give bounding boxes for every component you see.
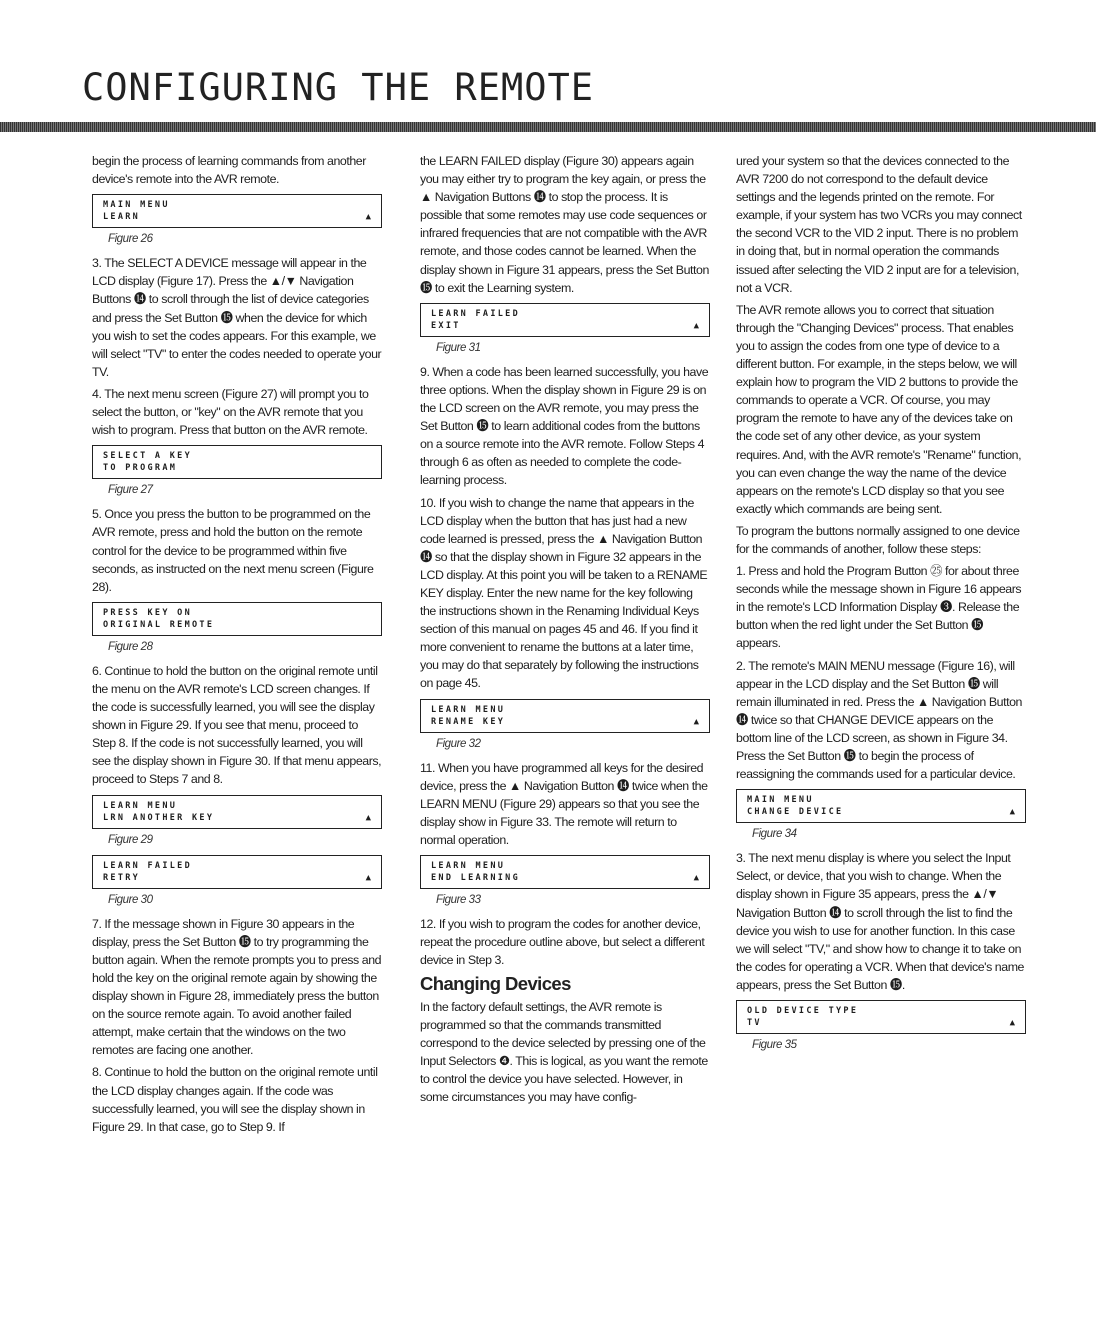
lcd-line-2: LEARN xyxy=(103,212,141,223)
intro-text: begin the process of learning commands from another device's remote into the AVR remote. xyxy=(92,154,366,187)
figure-caption: Figure 33 xyxy=(436,894,481,907)
lcd-figure-28 xyxy=(92,602,382,636)
up-arrow-icon: ▲ xyxy=(1009,1018,1015,1029)
lcd-line-2: EXIT xyxy=(431,320,461,331)
lcd-line-2: CHANGE DEVICE xyxy=(747,807,844,818)
step-7: 7. If the message shown in Figure 30 appears in the display, press the Set Button ⓯ to try programming the button again. When the remote prompts you to press and hold the key on the original remote again by showing the display shown in Figure 28, immediately press the button on the source remote again. To avoid another failed attempt, make certain that the windows on the two remotes are facing one another. xyxy=(92,916,382,1058)
lcd-line-1: MAIN MENU xyxy=(103,200,170,211)
step-8: 8. Continue to hold the button on the original remote until the LCD display changes again. If the code was successfully learned, you will see the display shown in Figure 29. In that case, go to Step 9. If xyxy=(92,1065,378,1134)
lcd-figure-27 xyxy=(92,445,382,479)
figure-caption: Figure 34 xyxy=(752,828,797,841)
paragraph: The AVR remote allows you to correct that situation through the "Changing Devices" process. That enables you to assign the codes from one type of device to a different button. For example, in the steps below, we will explain how to program the VID 2 buttons to provide the commands to operate a VCR. Of course, you may program the remote to have any of the devices take on the code set of any other device, as your system requires. And, with the AVR remote's "Rename" function, you can even change the way the name of the device appears on the remote's LCD display so that you see exactly which commands are being sent. xyxy=(736,302,1022,516)
step-1: 1. Press and hold the Program Button ㉕ for about three seconds while the message shown in Figure 16 appears in the remote's LCD Information Display ❸. Release the button when the red light under the Set Button ⓯ appears. xyxy=(736,564,1022,651)
up-arrow-icon: ▲ xyxy=(1009,807,1015,818)
header-rule xyxy=(0,122,1096,132)
lcd-figure-35 xyxy=(736,1000,1026,1034)
lcd-figure-30 xyxy=(92,855,382,889)
figure-caption: Figure 29 xyxy=(108,833,153,846)
up-arrow-icon: ▲ xyxy=(365,812,371,823)
up-arrow-icon: ▲ xyxy=(365,212,371,223)
step-3: 3. The SELECT A DEVICE message will appear in the LCD display (Figure 17). Press the ▲/▼ Navigation Buttons ⓮ to scroll through the list of device categories and press the Set Button ⓯ when the device for which you wish to set the codes appears. For this example, we will select "TV" to enter the codes needed to operate your TV. xyxy=(92,256,382,379)
step-6: 6. Continue to hold the button on the original remote until the menu on the AVR remote's LCD screen changes. If the code is successfully learned, you will see the display shown in Figure 29. If you see that menu, proceed to Step 8. If the code is not successfully learned, you will see the display shown in Figure 30. If that menu appears, proceed to Steps 7 and 8. xyxy=(92,663,382,787)
step-3: 3. The next menu display is where you select the Input Select, or device, that you wish to change. When the display shown in Figure 35 appears, press the ▲/▼ Navigation Button ⓮ to scroll through the list to find the device you wish to use for another function. In this case we will select "TV," and show how to change it to take on the codes for operating a VCR. When that device's name appears, press the Set Button ⓯. xyxy=(736,851,1025,992)
lcd-figure-34 xyxy=(736,789,1026,823)
lcd-figure-31 xyxy=(420,303,710,337)
step-11: 11. When you have programmed all keys for the desired device, press the ▲ Navigation Button ⓮ twice when the LEARN MENU (Figure 29) appears so that you see the display show in Figure 33. The remote will return to normal operation. xyxy=(420,760,708,847)
changing-devices-text: In the factory default settings, the AVR remote is programmed so that the commands transmitted correspond to the device selected by pressing one of the Input Selectors ❹. This is logical, as you want the remote to control the device you have selected. However, in some circumstances you may have config- xyxy=(420,999,708,1105)
lcd-line-2: TO PROGRAM xyxy=(103,463,178,474)
lcd-line-1: LEARN MENU xyxy=(103,800,178,811)
lcd-line-1: LEARN MENU xyxy=(431,704,506,715)
column-1 xyxy=(92,152,382,1140)
step-4: 4. The next menu screen (Figure 27) will prompt you to select the button, or "key" on the AVR remote that you wish to program. Press that button on the AVR remote. xyxy=(92,386,369,438)
figure-caption: Figure 30 xyxy=(108,893,153,906)
lcd-line-1: LEARN FAILED xyxy=(431,308,521,319)
column-3 xyxy=(736,152,1026,1060)
continued-text: ured your system so that the devices connected to the AVR 7200 do not correspond to the default device settings and the legends printed on the remote. For example, if your system has two VCRs you may connect the second VCR to the VID 2 input. There is no problem in doing that, but in normal operation the commands issued after selecting the VID 2 input are for a television, not a VCR. xyxy=(736,154,1022,295)
lcd-line-1: PRESS KEY ON xyxy=(103,607,193,618)
step-12: 12. If you wish to program the codes for another device, repeat the procedure outline above, but select a different device in Step 3. xyxy=(420,917,705,968)
lcd-figure-26 xyxy=(92,194,382,228)
lcd-line-1: SELECT A KEY xyxy=(103,451,193,462)
lcd-line-1: LEARN MENU xyxy=(431,861,506,872)
lcd-line-2: LRN ANOTHER KEY xyxy=(103,812,215,823)
step-10: 10. If you wish to change the name that appears in the LCD display when the button that has just had a new code learned is pressed, press the ▲ Navigation Button ⓮ so that the display shown in Figure 32 appears in the LCD display. At this point you will be taken to a RENAME KEY display. Enter the new name for the key following the instructions shown in the Renaming Individual Keys section of this manual on pages 45 and 46. If you find it more convenient to rename the buttons at a later time, you may do that separately by following the instructions on page 45. xyxy=(420,495,708,691)
up-arrow-icon: ▲ xyxy=(365,872,371,883)
step-5: 5. Once you press the button to be programmed on the AVR remote, press and hold the button on the remote control for the device to be programmed within five seconds, as instructed on the next menu screen (Figure 28). xyxy=(92,507,374,594)
lcd-line-2: ORIGINAL REMOTE xyxy=(103,619,215,630)
section-heading: Changing Devices xyxy=(420,973,571,995)
lcd-line-2: RETRY xyxy=(103,872,141,883)
lcd-line-1: OLD DEVICE TYPE xyxy=(747,1006,859,1017)
figure-caption: Figure 35 xyxy=(752,1039,797,1052)
step-2: 2. The remote's MAIN MENU message (Figure 16), will appear in the LCD display and the Set Button ⓯ will remain illuminated in red. Press the ▲ Navigation Button ⓮ twice so that CHANGE DEVICE appears on the bottom line of the LCD screen, as shown in Figure 34. Press the Set Button ⓯ to begin the process of reassigning the commands used for a particular device. xyxy=(736,658,1022,782)
figure-caption: Figure 31 xyxy=(436,341,481,354)
up-arrow-icon: ▲ xyxy=(693,873,699,884)
figure-caption: Figure 26 xyxy=(108,233,153,246)
lcd-line-2: TV xyxy=(747,1018,762,1029)
lcd-line-2: END LEARNING xyxy=(431,873,521,884)
lcd-line-1: MAIN MENU xyxy=(747,795,814,806)
lcd-figure-33 xyxy=(420,855,710,889)
lcd-line-1: LEARN FAILED xyxy=(103,860,193,871)
lcd-figure-32 xyxy=(420,699,710,733)
column-2 xyxy=(420,152,710,1110)
figure-caption: Figure 28 xyxy=(108,640,153,653)
paragraph: To program the buttons normally assigned to one device for the commands of another, follow these steps: xyxy=(736,523,1020,556)
step-9: 9. When a code has been learned successfully, you have three options. When the display shown in Figure 29 is on the LCD screen on the AVR remote, you may press the Set Button ⓯ to learn additional codes from the buttons on a source remote into the AVR remote. Follow Steps 4 through 6 as often as needed to complete the code-learning process. xyxy=(420,364,709,488)
lcd-line-2: RENAME KEY xyxy=(431,716,506,727)
up-arrow-icon: ▲ xyxy=(693,716,699,727)
up-arrow-icon: ▲ xyxy=(693,320,699,331)
continued-text: the LEARN FAILED display (Figure 30) appears again you may either try to program the key again, or press the ▲ Navigation Buttons ⓮ to stop the process. It is possible that some remotes may use code sequences or infrared frequencies that are not compatible with the AVR remote, and those codes cannot be learned. When the display shown in Figure 31 appears, press the Set Button ⓯ to exit the Learning system. xyxy=(420,154,709,295)
page-title: CONFIGURING THE REMOTE xyxy=(82,66,595,109)
lcd-figure-29 xyxy=(92,795,382,829)
figure-caption: Figure 27 xyxy=(108,484,153,497)
figure-caption: Figure 32 xyxy=(436,737,481,750)
